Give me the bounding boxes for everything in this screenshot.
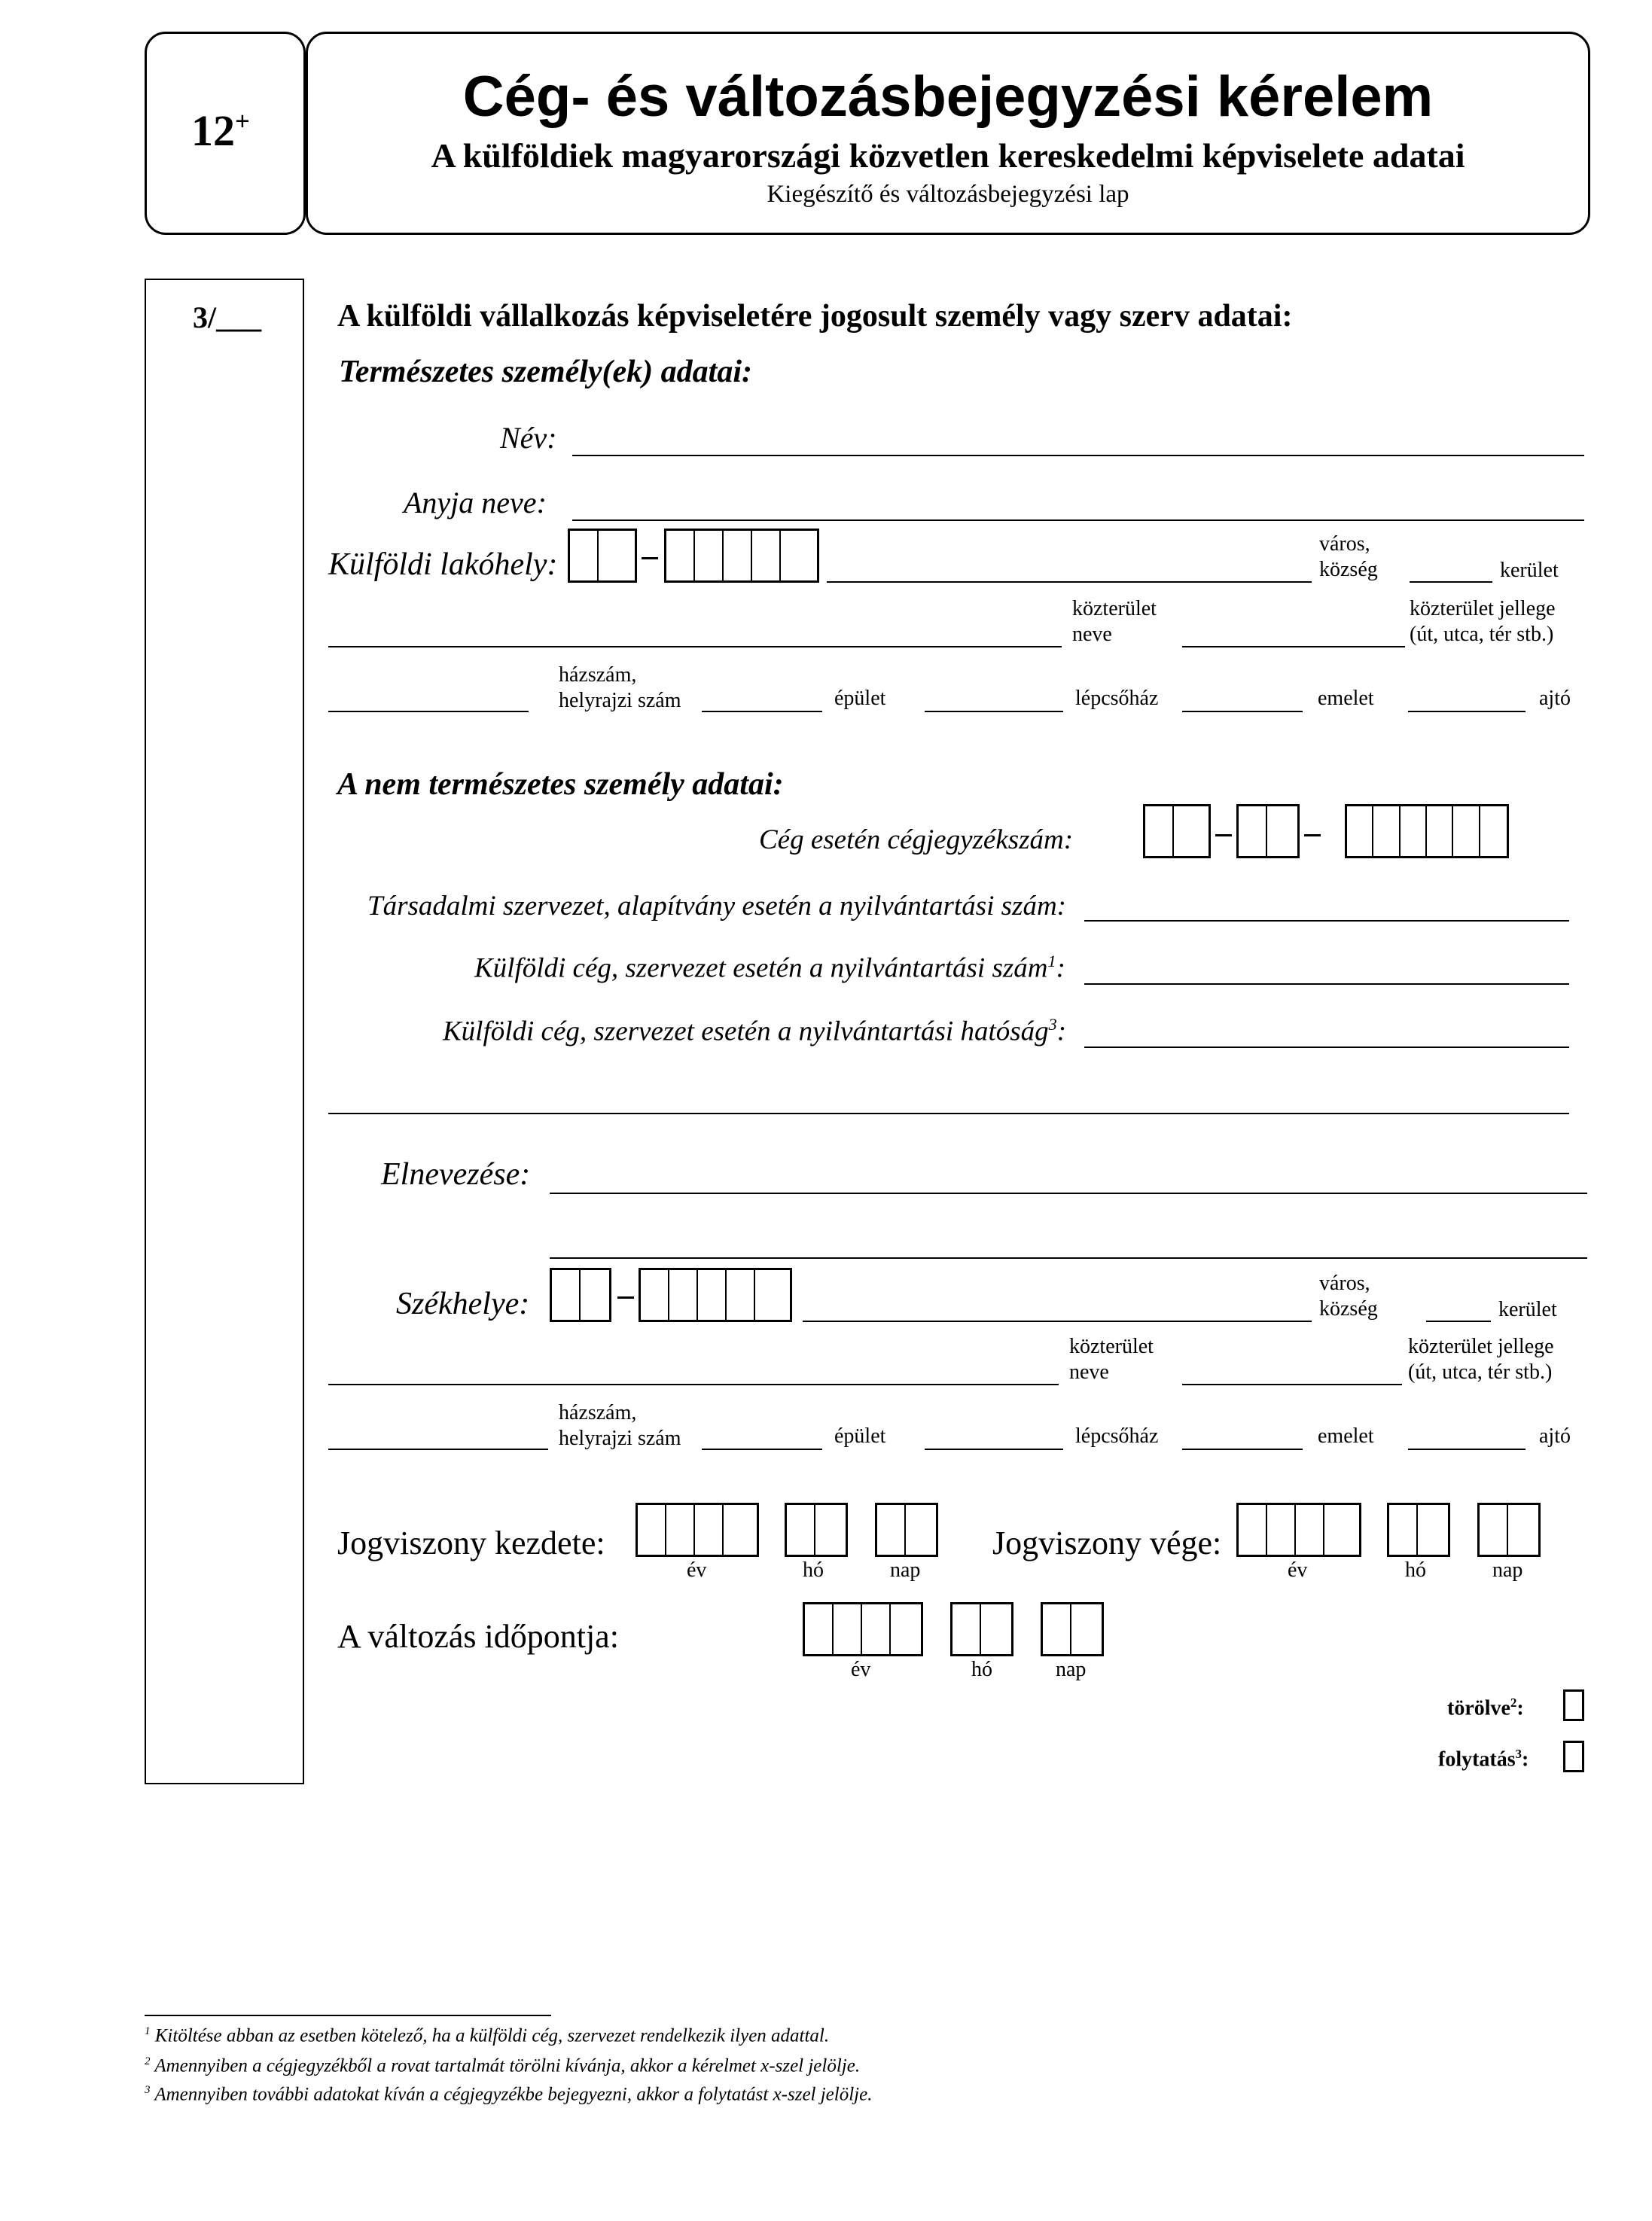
change-date-month[interactable]: [950, 1602, 1013, 1656]
seat-street-type-label: [1408, 1334, 1554, 1385]
entity-name-field-2[interactable]: [550, 1257, 1587, 1259]
seat-building-label: épület: [834, 1424, 886, 1448]
change-date-day[interactable]: [1041, 1602, 1104, 1656]
seat-city-field[interactable]: [803, 1321, 1312, 1322]
relation-start-year-label: év: [687, 1558, 707, 1582]
residence-street-field[interactable]: [328, 646, 1062, 647]
deleted-text: törölve: [1447, 1696, 1510, 1720]
seat-building-field[interactable]: [925, 1449, 1063, 1450]
company-reg-dash-2: [1304, 834, 1321, 836]
ngo-reg-label: Társadalmi szervezet, alapítvány esetén a nyilvántartási szám:: [367, 891, 1066, 922]
relation-end-day[interactable]: [1477, 1503, 1541, 1557]
seat-street-name-label: [1069, 1334, 1154, 1385]
relation-end-year-label: év: [1288, 1558, 1308, 1582]
foreign-reg-label: [474, 952, 1065, 984]
change-date-day-label: nap: [1056, 1658, 1087, 1681]
relation-start-month-label: hó: [803, 1558, 824, 1582]
continued-checkbox[interactable]: [1563, 1741, 1584, 1772]
residence-lot-field[interactable]: [702, 711, 822, 712]
street-name-label-1: közterület: [1072, 597, 1157, 620]
continued-sup: 3: [1515, 1747, 1522, 1761]
street-type-label-2: (út, utca, tér stb.): [1410, 623, 1554, 646]
seat-city-label: [1319, 1271, 1378, 1322]
residence-door-label: ajtó: [1539, 687, 1571, 710]
deleted-colon: :: [1516, 1696, 1524, 1720]
relation-end-month[interactable]: [1387, 1503, 1450, 1557]
natural-person-heading: Természetes személy(ek) adatai:: [339, 355, 752, 389]
seat-district-label: kerület: [1498, 1298, 1557, 1321]
deleted-checkbox[interactable]: [1563, 1689, 1584, 1721]
seat-label: Székhelye:: [396, 1287, 530, 1321]
page-subtitle: A külföldiek magyarországi közvetlen kereskedelmi képviselete adatai: [431, 136, 1465, 175]
seat-district-field[interactable]: [1426, 1321, 1491, 1322]
seat-house-field[interactable]: [328, 1449, 548, 1450]
relation-start-day[interactable]: [875, 1503, 938, 1557]
residence-city-field[interactable]: [827, 581, 1312, 583]
footnote-2-text: Amennyiben a cégjegyzékből a rovat tartalmát törölni kívánja, akkor a kérelmet x-szel jelölje.: [154, 2055, 861, 2076]
footnote-3-number: 3: [145, 2084, 151, 2096]
residence-street-type-label: [1410, 596, 1556, 647]
residence-district-field[interactable]: [1410, 581, 1492, 583]
residence-label: Külföldi lakóhely:: [328, 547, 558, 582]
residence-street-name-label: [1072, 596, 1157, 647]
form-number-text: 12: [191, 106, 235, 155]
seat-street-name-label-2: neve: [1069, 1360, 1109, 1384]
seat-house-label-2: helyrajzi szám: [559, 1427, 681, 1450]
seat-street-type-label-2: (út, utca, tér stb.): [1408, 1360, 1553, 1384]
entity-name-field[interactable]: [550, 1193, 1587, 1194]
change-date-label: A változás időpontja:: [337, 1618, 619, 1655]
foreign-auth-label: [443, 1015, 1066, 1047]
form-number: [191, 105, 250, 156]
footnote-1: [145, 2025, 829, 2046]
residence-building-field[interactable]: [925, 711, 1063, 712]
change-date-year-label: év: [851, 1658, 871, 1681]
residence-building-label: épület: [834, 687, 886, 710]
seat-stair-field[interactable]: [1182, 1449, 1303, 1450]
street-name-label-2: neve: [1072, 623, 1112, 646]
legal-entity-heading: A nem természetes személy adatai:: [337, 767, 784, 802]
city-label-2: község: [1319, 558, 1378, 581]
house-label-1: házszám,: [559, 663, 637, 687]
house-label-2: helyrajzi szám: [559, 689, 681, 712]
change-date-year[interactable]: [803, 1602, 923, 1656]
section-number: 3/___: [193, 300, 262, 334]
seat-house-label-1: házszám,: [559, 1401, 637, 1424]
company-reg-serial[interactable]: [1345, 804, 1509, 858]
seat-floor-label: emelet: [1318, 1424, 1374, 1448]
footnote-1-number: 1: [145, 2025, 151, 2037]
footnote-3: [145, 2084, 872, 2105]
page-subsubtitle: Kiegészítő és változásbejegyzési lap: [767, 181, 1129, 208]
form-number-sup: +: [235, 106, 250, 136]
seat-city-label-2: község: [1319, 1297, 1378, 1321]
foreign-auth-sup: 3: [1048, 1015, 1057, 1034]
relation-end-day-label: nap: [1492, 1558, 1523, 1582]
foreign-auth-text: Külföldi cég, szervezet esetén a nyilvántartási hatóság: [443, 1016, 1049, 1047]
relation-end-label: Jogviszony vége:: [992, 1525, 1222, 1561]
continued-label: [1438, 1747, 1529, 1772]
city-label-1: város,: [1319, 532, 1370, 556]
deleted-sup: 2: [1510, 1695, 1517, 1710]
change-date-month-label: hó: [971, 1658, 992, 1681]
street-type-label-1: közterület jellege: [1410, 597, 1556, 620]
seat-street-type-label-1: közterület jellege: [1408, 1335, 1554, 1358]
mother-name-field[interactable]: [572, 519, 1584, 521]
residence-dash: [642, 557, 658, 559]
foreign-reg-field[interactable]: [1084, 983, 1569, 985]
seat-street-type-field[interactable]: [1182, 1384, 1402, 1385]
continued-text: folytatás: [1438, 1747, 1516, 1772]
name-field[interactable]: [572, 455, 1584, 456]
foreign-reg-colon: :: [1056, 952, 1065, 984]
seat-house-label: [559, 1400, 681, 1452]
company-reg-court[interactable]: [1143, 804, 1211, 858]
footnote-2: [145, 2055, 860, 2076]
relation-end-year[interactable]: [1236, 1503, 1361, 1557]
residence-house-label: [559, 663, 681, 714]
seat-postal-code[interactable]: [639, 1268, 792, 1322]
residence-district-label: kerület: [1500, 559, 1559, 582]
company-reg-form[interactable]: [1236, 804, 1300, 858]
relation-end-month-label: hó: [1405, 1558, 1426, 1582]
residence-country-code[interactable]: [568, 529, 637, 583]
entity-name-label: Elnevezése:: [381, 1157, 531, 1192]
residence-street-type-field[interactable]: [1182, 646, 1405, 647]
residence-house-field[interactable]: [328, 711, 529, 712]
deleted-label: [1447, 1695, 1524, 1720]
foreign-auth-field-2[interactable]: [328, 1113, 1569, 1114]
residence-floor-field[interactable]: [1408, 711, 1526, 712]
footnote-2-number: 2: [145, 2055, 151, 2067]
foreign-reg-text: Külföldi cég, szervezet esetén a nyilvántartási szám: [474, 952, 1048, 984]
seat-stair-label: lépcsőház: [1075, 1424, 1159, 1448]
seat-door-label: ajtó: [1539, 1424, 1571, 1448]
residence-city-label: [1319, 532, 1378, 583]
seat-dash: [617, 1296, 634, 1299]
seat-country-code[interactable]: [550, 1268, 611, 1322]
seat-street-field[interactable]: [328, 1384, 1059, 1385]
page-title: Cég- és változásbejegyzési kérelem: [462, 65, 1434, 129]
relation-start-month[interactable]: [785, 1503, 848, 1557]
residence-stair-label: lépcsőház: [1075, 687, 1159, 710]
relation-start-day-label: nap: [890, 1558, 921, 1582]
company-reg-label: Cég esetén cégjegyzékszám:: [759, 824, 1074, 855]
foreign-reg-sup: 1: [1047, 952, 1056, 970]
company-reg-dash-1: [1215, 834, 1232, 836]
mother-name-label: Anyja neve:: [404, 486, 547, 519]
seat-lot-field[interactable]: [702, 1449, 822, 1450]
section-number-column: [145, 279, 304, 1784]
foreign-auth-field[interactable]: [1084, 1047, 1569, 1048]
footnote-separator: [145, 2015, 551, 2016]
foreign-auth-colon: :: [1056, 1016, 1067, 1047]
seat-floor-field[interactable]: [1408, 1449, 1526, 1450]
footnote-3-text: Amennyiben további adatokat kíván a cégjegyzékbe bejegyezni, akkor a folytatást x-szel jelölje.: [154, 2084, 873, 2105]
relation-start-label: Jogviszony kezdete:: [337, 1525, 605, 1561]
residence-floor-label: emelet: [1318, 687, 1374, 710]
footnote-1-text: Kitöltése abban az esetben kötelező, ha a külföldi cég, szervezet rendelkezik ilyen adattal.: [154, 2025, 830, 2046]
name-label: Név:: [500, 421, 557, 455]
seat-street-name-label-1: közterület: [1069, 1335, 1154, 1358]
relation-start-year[interactable]: [636, 1503, 759, 1557]
seat-city-label-1: város,: [1319, 1272, 1370, 1295]
residence-postal-code[interactable]: [664, 529, 819, 583]
continued-colon: :: [1522, 1747, 1529, 1772]
ngo-reg-field[interactable]: [1084, 920, 1569, 922]
section-heading: A külföldi vállalkozás képviseletére jogosult személy vagy szerv adatai:: [337, 299, 1293, 334]
residence-stair-field[interactable]: [1182, 711, 1303, 712]
